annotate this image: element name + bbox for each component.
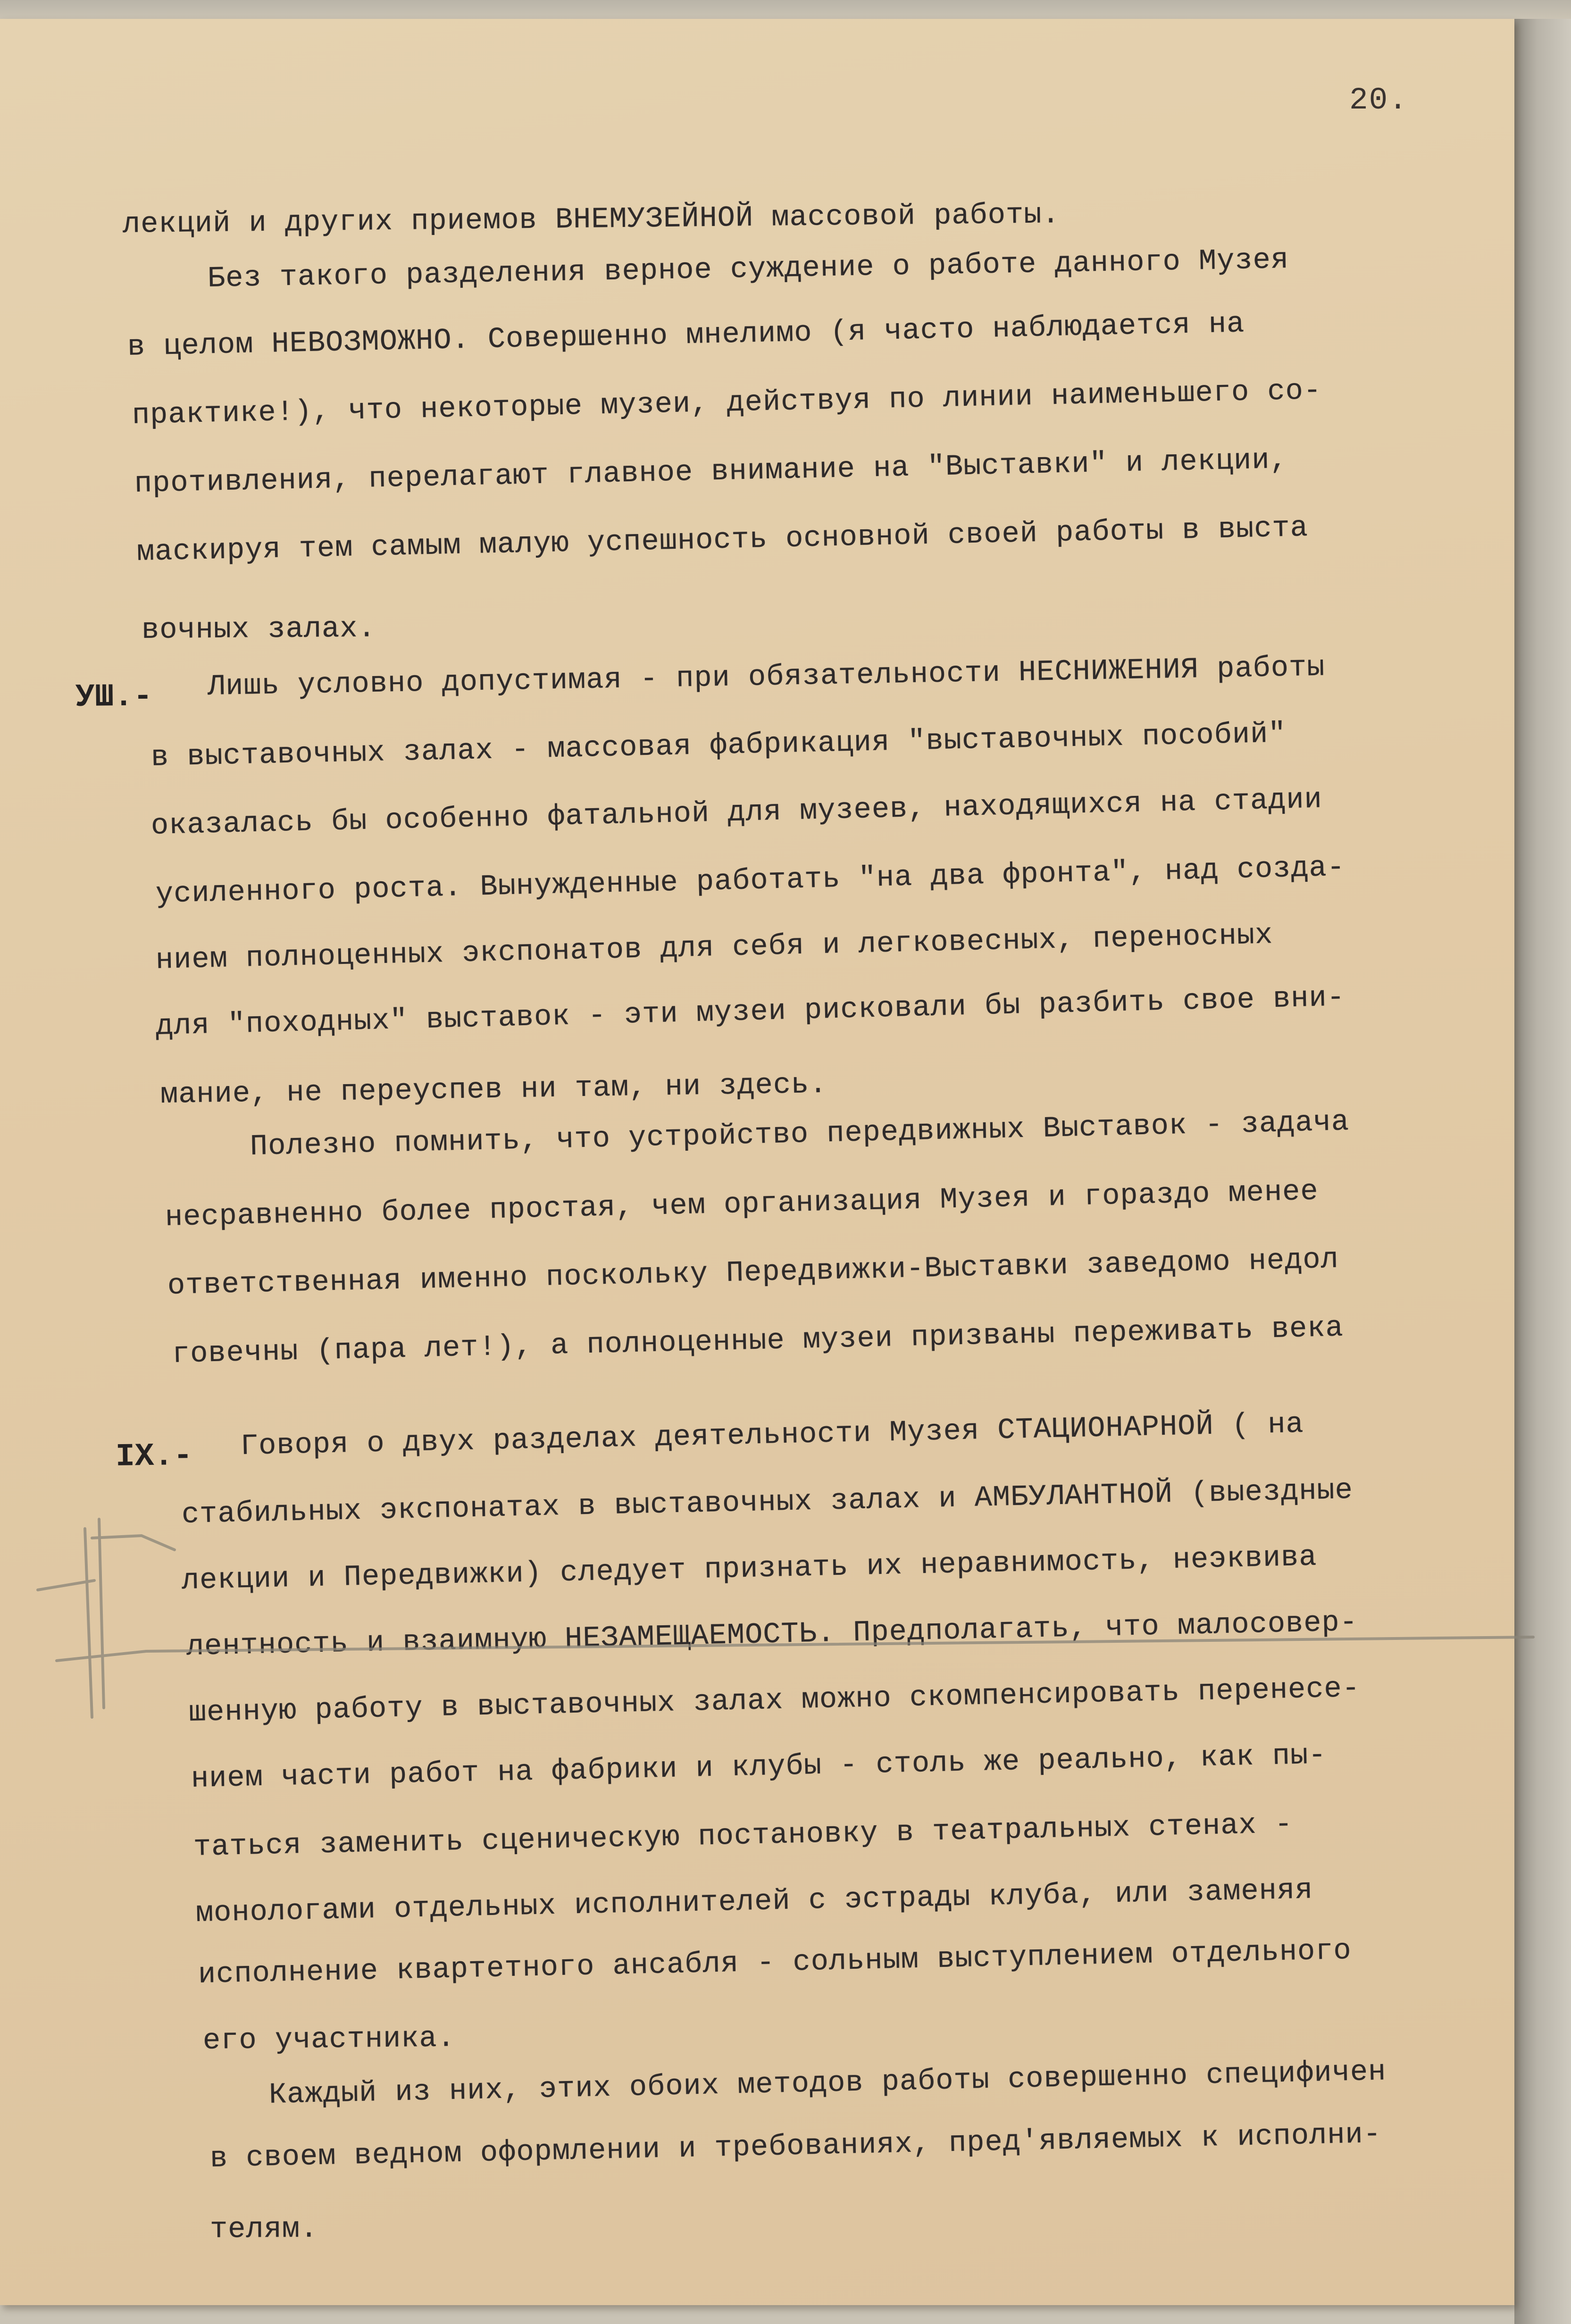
text-line: исполнение квартетного ансабля - сольным выступлением отдельного	[198, 1933, 1352, 1991]
text-line: лекций и других приемов ВНЕМУЗЕЙНОЙ массовой работы.	[122, 198, 1060, 241]
text-line: шенную работу в выставочных залах можно скомпенсировать перенесе-	[188, 1671, 1361, 1730]
text-line: Говоря о двух разделах деятельности Музея СТАЦИОНАРНОЙ ( на	[240, 1407, 1304, 1463]
text-line: Каждый из них, этих обоих методов работы совершенно специфичен	[268, 2055, 1387, 2112]
section-marker: IX.-	[115, 1438, 193, 1475]
text-line: Лишь условно допустимая - при обязательности НЕСНИЖЕНИЯ работы	[207, 650, 1326, 703]
text-line: стабильных экспонатах в выставочных залах и АМБУЛАНТНОЙ (выездные	[181, 1473, 1354, 1531]
text-line: для "походных" выставок - эти музеи рисковали бы разбить свое вни-	[155, 980, 1345, 1043]
text-line: Полезно помнить, что устройство передвижных Выставок - задача	[250, 1105, 1350, 1163]
page-number: 20.	[1349, 83, 1408, 118]
text-line: противления, перелагают главное внимание на "Выставки" и лекции,	[134, 443, 1288, 501]
section-marker: УШ.-	[75, 678, 153, 716]
scan-right-edge	[1514, 19, 1571, 2324]
text-line: монологами отдельных исполнителей с эстрады клуба, или заменяя	[195, 1873, 1314, 1930]
text-line: говечны (пара лет!), а полноценные музеи призваны переживать века	[172, 1311, 1344, 1371]
text-line: Без такого разделения верное суждение о работе данного Музея	[207, 242, 1289, 295]
text-line: мание, не переуспев ни там, ни здесь.	[160, 1067, 828, 1112]
text-line: нием полноценных экспонатов для себя и легковесных, переносных	[155, 918, 1273, 977]
text-line: вочных залах.	[141, 611, 376, 647]
text-line: практике!), что некоторые музеи, действуя по линии наименьшего со-	[132, 374, 1322, 432]
text-line: в целом НЕВОЗМОЖНО. Совершенно мнелимо (я часто наблюдается на	[127, 307, 1245, 364]
text-line: маскируя тем самым малую успешность основной своей работы в выста	[136, 510, 1309, 569]
text-line: телям.	[209, 2212, 318, 2246]
text-line: лентность и взаимную НЕЗАМЕЩАЕМОСТЬ. Предполагать, что малосовер-	[186, 1605, 1358, 1664]
text-line: оказалась бы особенно фатальной для музеев, находящихся на стадии	[150, 782, 1323, 843]
text-line: несравненно более простая, чем организация Музея и гораздо менее	[165, 1174, 1319, 1234]
text-line: лекции и Передвижки) следует признать их неравнимость, неэквива	[181, 1540, 1318, 1597]
text-line: ответственная именно поскольку Передвижки-Выставки заведомо недол	[167, 1242, 1339, 1303]
pencil-margin-mark	[28, 1510, 1538, 1727]
text-line: усиленного роста. Вынужденные работать "на два фронта", над созда-	[155, 850, 1345, 911]
text-line: нием части работ на фабрики и клубы - столь же реально, как пы-	[191, 1738, 1327, 1796]
text-line: таться заменить сценическую постановку в театральных стенах -	[193, 1807, 1293, 1864]
text-line: его участника.	[202, 2021, 456, 2057]
text-line: в своем ведном оформлении и требованиях, пред'являемых к исполни-	[209, 2117, 1382, 2175]
text-line: в выставочных залах - массовая фабрикация "выставочных пособий"	[150, 717, 1287, 774]
